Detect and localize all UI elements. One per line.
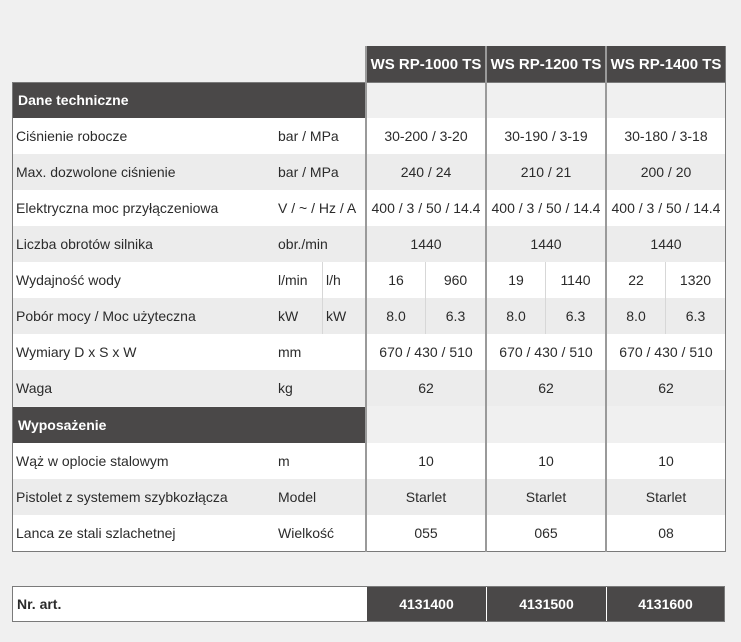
row-label: Max. dozwolone ciśnienie bbox=[16, 164, 176, 180]
row-label: Wąż w oplocie stalowym bbox=[16, 453, 169, 469]
value-cell: 400 / 3 / 50 / 14.4 bbox=[491, 200, 601, 216]
value-cell: 200 / 20 bbox=[640, 164, 692, 180]
value-cell: 065 bbox=[534, 525, 558, 541]
row-unit: Wielkość bbox=[278, 525, 335, 541]
value-cell: 30-190 / 3-19 bbox=[504, 128, 588, 144]
subcolumn-divider bbox=[425, 262, 426, 334]
value-cell: 10 bbox=[658, 453, 674, 469]
row-unit-secondary: l/h bbox=[326, 272, 341, 288]
row-label: Wydajność wody bbox=[16, 272, 121, 288]
table-top-border bbox=[12, 82, 725, 83]
unit-subcolumn-divider bbox=[322, 262, 323, 334]
row-unit: m bbox=[278, 453, 290, 469]
section-equipment: Wyposażenie bbox=[12, 407, 365, 443]
table-row bbox=[12, 443, 725, 479]
row-unit: kg bbox=[278, 380, 293, 396]
row-unit: obr./min bbox=[278, 236, 328, 252]
value-cell: 62 bbox=[538, 380, 554, 396]
table-row bbox=[12, 190, 725, 226]
value-cell: 8.0 bbox=[386, 308, 406, 324]
value-cell: 400 / 3 / 50 / 14.4 bbox=[611, 200, 721, 216]
value-cell: 1440 bbox=[530, 236, 562, 252]
row-label: Liczba obrotów silnika bbox=[16, 236, 153, 252]
row-unit: bar / MPa bbox=[278, 128, 339, 144]
section-technical-data: Dane techniczne bbox=[12, 82, 365, 118]
row-label: Lanca ze stali szlachetnej bbox=[16, 525, 176, 541]
table-row bbox=[12, 515, 725, 551]
value-cell: 16 bbox=[388, 272, 404, 288]
column-divider bbox=[365, 46, 367, 552]
row-label: Elektryczna moc przyłączeniowa bbox=[16, 200, 219, 216]
row-label: Waga bbox=[16, 380, 53, 396]
value-cell: 670 / 430 / 510 bbox=[619, 344, 713, 360]
value-cell: Starlet bbox=[405, 489, 447, 505]
table-row bbox=[12, 262, 725, 298]
value-cell: 10 bbox=[418, 453, 434, 469]
value-cell: Starlet bbox=[525, 489, 567, 505]
table-right-border bbox=[725, 46, 726, 552]
article-number: 4131600 bbox=[607, 587, 724, 621]
table-row bbox=[12, 298, 725, 334]
value-cell: 1440 bbox=[410, 236, 442, 252]
subcolumn-divider bbox=[665, 262, 666, 334]
value-cell: 400 / 3 / 50 / 14.4 bbox=[371, 200, 481, 216]
model-header-2: WS RP-1200 TS bbox=[487, 46, 605, 82]
value-cell: 62 bbox=[418, 380, 434, 396]
row-unit: bar / MPa bbox=[278, 164, 339, 180]
table-row bbox=[12, 118, 725, 154]
article-label: Nr. art. bbox=[17, 596, 62, 612]
article-number: 4131500 bbox=[487, 587, 606, 621]
value-cell: 62 bbox=[658, 380, 674, 396]
value-cell: Starlet bbox=[645, 489, 687, 505]
value-cell-secondary: 1320 bbox=[679, 272, 712, 288]
subcolumn-divider bbox=[545, 262, 546, 334]
row-label: Wymiary D x S x W bbox=[16, 344, 137, 360]
article-number: 4131400 bbox=[367, 587, 486, 621]
row-unit: l/min bbox=[278, 272, 308, 288]
table-bottom-border bbox=[12, 551, 725, 552]
table-row bbox=[12, 154, 725, 190]
row-label: Pobór mocy / Moc użyteczna bbox=[16, 308, 196, 324]
value-cell: 22 bbox=[628, 272, 644, 288]
model-header-3: WS RP-1400 TS bbox=[607, 46, 725, 82]
row-label: Ciśnienie robocze bbox=[16, 128, 128, 144]
value-cell-secondary: 6.3 bbox=[445, 308, 466, 324]
value-cell-secondary: 960 bbox=[443, 272, 468, 288]
row-unit: Model bbox=[278, 489, 317, 505]
value-cell: 670 / 430 / 510 bbox=[379, 344, 473, 360]
value-cell-secondary: 6.3 bbox=[685, 308, 706, 324]
row-unit: mm bbox=[278, 344, 302, 360]
column-divider bbox=[485, 46, 487, 552]
value-cell: 08 bbox=[658, 525, 674, 541]
value-cell: 240 / 24 bbox=[400, 164, 452, 180]
table-row bbox=[12, 479, 725, 515]
value-cell: 10 bbox=[538, 453, 554, 469]
value-cell: 670 / 430 / 510 bbox=[499, 344, 593, 360]
value-cell: 8.0 bbox=[506, 308, 526, 324]
row-unit: V / ~ / Hz / A bbox=[278, 200, 357, 216]
table-left-border bbox=[12, 82, 13, 552]
value-cell: 8.0 bbox=[626, 308, 646, 324]
row-unit: kW bbox=[278, 308, 299, 324]
table-row bbox=[12, 334, 725, 370]
model-header-1: WS RP-1000 TS bbox=[367, 46, 485, 82]
column-divider bbox=[605, 46, 607, 552]
value-cell-secondary: 6.3 bbox=[565, 308, 586, 324]
value-cell: 1440 bbox=[650, 236, 682, 252]
value-cell: 30-180 / 3-18 bbox=[624, 128, 708, 144]
table-row bbox=[12, 370, 725, 406]
row-label: Pistolet z systemem szybkozłącza bbox=[16, 489, 228, 505]
value-cell: 19 bbox=[508, 272, 524, 288]
row-unit-secondary: kW bbox=[326, 308, 347, 324]
value-cell: 210 / 21 bbox=[520, 164, 572, 180]
value-cell: 30-200 / 3-20 bbox=[384, 128, 468, 144]
table-row bbox=[12, 226, 725, 262]
article-number-row bbox=[12, 586, 725, 622]
value-cell-secondary: 1140 bbox=[560, 272, 591, 288]
value-cell: 055 bbox=[414, 525, 438, 541]
